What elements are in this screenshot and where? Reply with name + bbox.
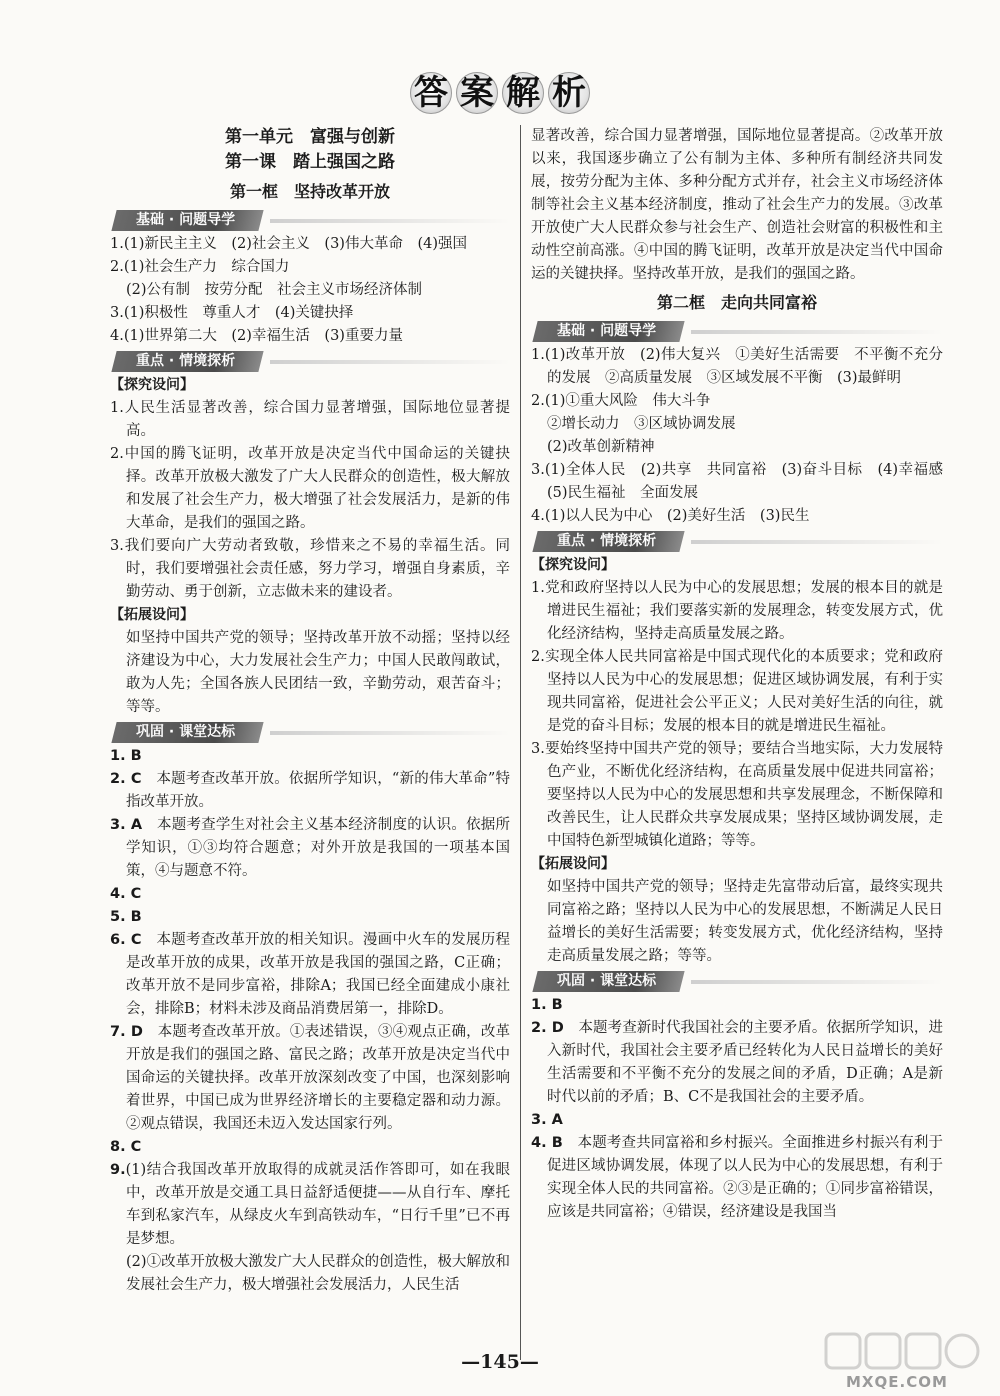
basics-line: (2)改革创新精神 xyxy=(547,439,655,455)
answer-item: 3. A xyxy=(531,1112,563,1128)
page-title xyxy=(0,72,1000,114)
continued-text: 显著改善，综合国力显著增强，国际地位显著提高。②改革开放以来，我国逐步确立了公有制为主体、多种所有制经济共同发展，按劳分配为主体、多种分配方式并存，社会主义市场经济体制等社会主义基本经济制度，推动了社会生产力的发展。③改革开放使广大人民群众参与社会生产、创造社会财富的积极性和主动性空前高涨。④中国的腾飞证明，改革开放是决定当代中国命运的关键抉择。坚持改革开放，是我们的强国之路。 xyxy=(531,128,943,282)
answer-item: 2. D 本题考查新时代我国社会的主要矛盾。依据所学知识，进入新时代，我国社会主要矛盾已经转化为人民日益增长的美好生活需要和不平衡不充分的发展之间的矛盾，D正确；A是新时代以前的矛盾；B、C不是我国社会的主要矛盾。 xyxy=(531,1020,944,1105)
answer-item: 4. B 本题考查共同富裕和乡村振兴。全面推进乡村振兴有利于促进区域协调发展，体现了以人民为中心的发展思想，有利于实现全体人民的共同富裕。②③是正确的；①同步富裕错误，应该是共同富裕；④错误，经济建设是我国当 xyxy=(531,1135,944,1220)
answer-item: 8. C xyxy=(110,1139,142,1155)
basics-line: 4.(1)世界第二大 (2)幸福生活 (3)重要力量 xyxy=(110,328,403,344)
section-banner-practice: 巩固 · 课堂达标 xyxy=(111,722,263,743)
answer-item: 3. A 本题考查学生对社会主义基本经济制度的认识。依据所学知识，①③均符合题意；对外开放是我国的一项基本国策，④与题意不符。 xyxy=(110,817,511,879)
title-char: 案 xyxy=(456,72,498,114)
section-banner-basics: 基础 · 问题导学 xyxy=(532,321,684,342)
lesson-heading: 第一课 踏上强国之路 xyxy=(225,152,395,172)
extend-tag: 【拓展设问】 xyxy=(531,856,615,872)
answer-item: 7. D 本题考查改革开放。①表述错误，③④观点正确，改革开放是我们的强国之路、富民之路；改革开放是决定当代中国命运的关键抉择。改革开放深刻改变了中国，也深刻影响着世界，中国已成为世界经济增长的主要稳定器和动力源。②观点错误，我国还未迈入发达国家行列。 xyxy=(110,1024,511,1132)
section-banner-key: 重点 · 情境探析 xyxy=(111,351,263,372)
explore-item: 3.要始终坚持中国共产党的领导；要结合当地实际，大力发展特色产业，不断优化经济结构，在高质量发展中促进共同富裕；要坚持以人民为中心的发展思想和共享发展理念，不断保障和改善民生，让人民群众共享发展成果；坚持区域协调发展，走中国特色新型城镇化道路；等等。 xyxy=(531,741,943,849)
basics-line: ②增长动力 ③区域协调发展 xyxy=(547,416,736,432)
answer-item: 1. B xyxy=(110,748,142,764)
column-divider xyxy=(520,125,521,1360)
answer-item: (2)①改革开放极大激发广大人民群众的创造性，极大解放和发展社会生产力，极大增强社会发展活力，人民生活 xyxy=(126,1254,510,1293)
title-char: 解 xyxy=(502,72,544,114)
section-banner-practice: 巩固 · 课堂达标 xyxy=(532,971,684,992)
answer-item: 6. C 本题考查改革开放的相关知识。漫画中火车的发展历程是改革开放的成果，改革开放是我国的强国之路，C正确；改革开放不是同步富裕，排除A；我国已经全面建成小康社会，排除B；材料未涉及商品消费居第一，排除D。 xyxy=(110,932,511,1017)
section-banner-key: 重点 · 情境探析 xyxy=(532,531,684,552)
basics-line: 1.(1)新民主主义 (2)社会主义 (3)伟大革命 (4)强国 xyxy=(110,236,467,252)
basics-line: 2.(1)①重大风险 伟大斗争 xyxy=(531,393,711,409)
answer-item: 1. B xyxy=(531,997,563,1013)
frame-heading: 第二框 走向共同富裕 xyxy=(656,293,817,312)
explore-tag: 【探究设问】 xyxy=(531,557,615,573)
basics-line: 1.(1)改革开放 (2)伟大复兴 ①美好生活需要 不平衡不充分的发展 ②高质量发展 ③区域发展不平衡 (3)最鲜明 xyxy=(531,347,943,386)
explore-item: 3.我们要向广大劳动者致敬，珍惜来之不易的幸福生活。同时，我们要增强社会责任感，努力学习，增强自身素质，辛勤劳动、勇于创新，立志做未来的建设者。 xyxy=(110,538,510,600)
basics-line: (2)公有制 按劳分配 社会主义市场经济体制 xyxy=(126,282,423,298)
section-banner-basics: 基础 · 问题导学 xyxy=(111,210,263,231)
extend-text: 如坚持中国共产党的领导；坚持走先富带动后富，最终实现共同富裕之路；坚持以人民为中心的发展思想，不断满足人民日益增长的美好生活需要；转变发展方式，优化经济结构，坚持走高质量发展之路；等等。 xyxy=(547,879,943,964)
basics-line: 3.(1)全体人民 (2)共享 共同富裕 (3)奋斗目标 (4)幸福感 (5)民生福祉 全面发展 xyxy=(531,462,958,501)
explore-item: 1.党和政府坚持以人民为中心的发展思想；发展的根本目的就是增进民生福祉；我们要落实新的发展理念，转变发展方式，优化经济结构，坚持走高质量发展之路。 xyxy=(531,580,943,642)
explore-item: 1.人民生活显著改善，综合国力显著增强，国际地位显著提高。 xyxy=(110,400,510,439)
extend-text: 如坚持中国共产党的领导；坚持改革开放不动摇；坚持以经济建设为中心，大力发展社会生产力；中国人民敢闯敢试，敢为人先；全国各族人民团结一致，辛勤劳动，艰苦奋斗；等等。 xyxy=(126,630,510,715)
basics-line: 4.(1)以人民为中心 (2)美好生活 (3)民生 xyxy=(531,508,810,524)
basics-line: 3.(1)积极性 尊重人才 (4)关键抉择 xyxy=(110,305,354,321)
watermark-text: MXQE.COM xyxy=(846,1373,948,1391)
explore-tag: 【探究设问】 xyxy=(110,377,194,393)
title-char: 答 xyxy=(410,72,452,114)
right-column xyxy=(531,125,958,1224)
page-number: —145— xyxy=(461,1351,539,1373)
answer-item: 2. C 本题考查改革开放。依据所学知识，“新的伟大革命”特指改革开放。 xyxy=(110,771,510,810)
answer-item: 4. C xyxy=(110,886,142,902)
explore-item: 2.实现全体人民共同富裕是中国式现代化的本质要求；党和政府坚持以人民为中心的发展思想；促进区域协调发展，有利于实现共同富裕，促进社会公平正义；人民对美好生活的向往，就是党的奋斗目标；发展的根本目的就是增进民生福祉。 xyxy=(531,649,943,734)
unit-heading: 第一单元 富强与创新 xyxy=(225,127,395,147)
answer-item: 5. B xyxy=(110,909,142,925)
title-char: 析 xyxy=(548,72,590,114)
basics-line: 2.(1)社会生产力 综合国力 xyxy=(110,259,290,275)
explore-item: 2.中国的腾飞证明，改革开放是决定当代中国命运的关键抉择。改革开放极大激发了广大人民群众的创造性，极大解放和发展了社会生产力，极大增强了社会发展活力，是新的伟大革命，是我们的强国之路。 xyxy=(110,446,510,531)
extend-tag: 【拓展设问】 xyxy=(110,607,194,623)
frame-heading: 第一框 坚持改革开放 xyxy=(229,182,390,201)
answer-item: 9.(1)结合我国改革开放取得的成就灵活作答即可，如在我眼中，改革开放是交通工具日益舒适便捷——从自行车、摩托车到私家汽车，从绿皮火车到高铁动车，“日行千里”已不再是梦想。 xyxy=(110,1162,510,1247)
left-column xyxy=(110,125,510,1297)
